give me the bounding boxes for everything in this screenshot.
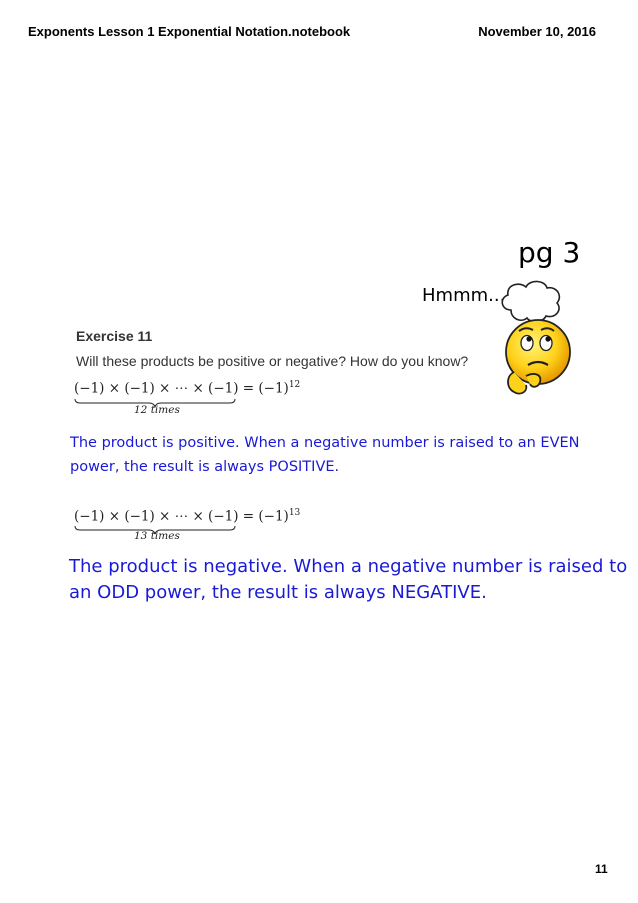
product-expression-12 [74,380,300,397]
times-label [134,404,180,416]
expression-text: (−1) × (−1) × ⋯ × (−1) = (−1) [74,380,289,397]
exercise-question: Will these products be positive or negative? How do you know? [76,353,469,369]
notebook-title: Exponents Lesson 1 Exponential Notation.notebook [28,24,351,39]
times-label-text: 13 times [134,530,180,542]
times-label [134,530,180,542]
thought-text: Hmmm... [422,285,506,306]
expression-text: (−1) × (−1) × ⋯ × (−1) = (−1) [74,508,289,525]
page-reference: pg 3 [518,236,581,269]
thinking-face-icon [496,316,576,400]
answer-negative: The product is negative. When a negative number is raised to an ODD power, the result is always NEGATIVE. [69,556,628,603]
expression-exponent: 13 [288,508,301,518]
exercise-title: Exercise 11 [76,328,153,344]
times-label-text: 12 times [134,404,180,416]
answer-positive: The product is positive. When a negative number is raised to an EVEN power, the result is always POSITIVE. [70,435,580,475]
expression-exponent: 12 [288,380,301,390]
header-date: November 10, 2016 [478,24,596,39]
product-expression-13 [74,508,300,525]
page-number: 11 [595,862,608,876]
